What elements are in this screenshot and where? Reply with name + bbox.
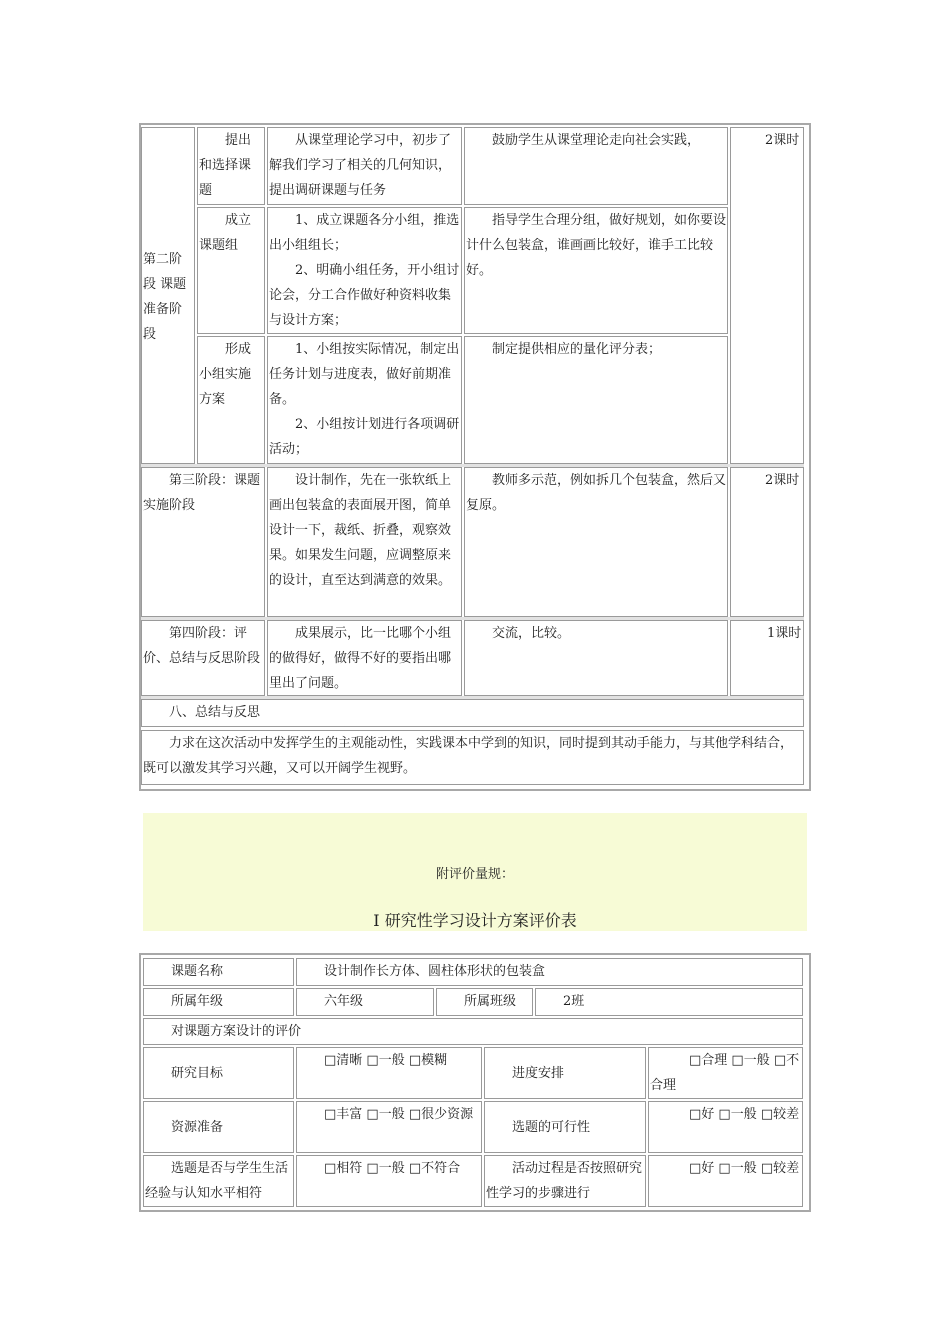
topic-label: 课题名称 [143,958,294,986]
criterion-resources-label-text: 资源准备 [171,1119,224,1135]
stage4-hours: 1课时 [730,620,804,696]
criterion-schedule-options[interactable]: □合理 □一般 □不合理 [648,1047,803,1099]
student-group-line2: 2、明确小组任务，开小组讨论会，分工合作做好种资料收集与设计方案； [269,263,460,328]
criterion-fit-label: 选题是否与学生生活经验与认知水平相符 [143,1155,294,1207]
student-plan-line2: 2、小组按计划进行各项调研活动； [269,417,460,457]
stage4-student: 成果展示，比一比哪个小组的做得好，做得不好的要指出哪里出了问题。 [267,620,462,696]
class-label: 所属班级 [436,988,533,1016]
summary-heading: 八、总结与反思 [141,699,804,727]
student-propose: 从课堂理论学习中，初步了解我们学习了相关的几何知识，提出调研课题与任务 [267,127,462,205]
class-value: 2班 [535,988,803,1016]
step-propose: 提出和选择课题 [197,127,265,205]
criterion-process-options[interactable]: □好 □一般 □较差 [648,1155,803,1207]
stage3-teacher: 教师多示范，例如拆几个包装盒，然后又复原。 [464,467,728,617]
criterion-resources-label [143,1101,294,1153]
hours-stage2-text: 2课时 [765,133,800,148]
grade-value: 六年级 [296,988,434,1016]
section-label: 对课题方案设计的评价 [143,1018,803,1045]
criterion-feasibility-label-text: 选题的可行性 [512,1119,591,1135]
criterion-feasibility-options[interactable]: □好 □一般 □较差 [648,1101,803,1153]
stage3-hours: 2课时 [730,467,804,617]
criterion-schedule-label [484,1047,646,1099]
appendix-banner [143,813,807,931]
stage2-label [141,127,195,464]
stage4-teacher: 交流，比较。 [464,620,728,696]
criterion-goal-label-text: 研究目标 [171,1065,224,1081]
grade-label: 所属年级 [143,988,294,1016]
teacher-propose: 鼓励学生从课堂理论走向社会实践， [464,127,728,205]
stage4-label: 第四阶段：评价、总结与反思阶段 [141,620,265,696]
criterion-feasibility-label [484,1101,646,1153]
student-group [267,207,462,334]
student-plan-line1: 1、小组按实际情况，制定出任务计划与进度表，做好前期准备。 [269,342,460,407]
student-plan [267,336,462,464]
topic-value: 设计制作长方体、圆柱体形状的包装盒 [296,958,803,986]
teacher-group: 指导学生合理分组，做好规划，如你要设计什么包装盒，谁画画比较好，谁手工比较好。 [464,207,728,334]
stage2-label-text: 第二阶段 课题准备阶段 [143,252,187,342]
criterion-fit-options[interactable]: □相符 □一般 □不符合 [296,1155,482,1207]
step-plan: 形成小组实施方案 [197,336,265,464]
student-group-line1: 1、成立课题各分小组，推选出小组组长； [269,213,460,253]
criterion-process-label: 活动过程是否按照研究性学习的步骤进行 [484,1155,646,1207]
criterion-goal-options[interactable]: □清晰 □一般 □模糊 [296,1047,482,1099]
stage3-label: 第三阶段：课题实施阶段 [141,467,265,617]
criterion-goal-label [143,1047,294,1099]
criterion-resources-options[interactable]: □丰富 □一般 □很少资源 [296,1101,482,1153]
criterion-schedule-label-text: 进度安排 [512,1065,565,1081]
teacher-plan: 制定提供相应的量化评分表； [464,336,728,464]
step-group: 成立课题组 [197,207,265,334]
appendix-title: I 研究性学习设计方案评价表 [373,911,577,930]
summary-text: 力求在这次活动中发挥学生的主观能动性，实践课本中学到的知识，同时提到其动手能力，与其他学科结合，既可以激发其学习兴趣，又可以开阔学生视野。 [141,730,804,785]
hours-stage2 [730,127,804,464]
stage3-student: 设计制作，先在一张软纸上画出包装盒的表面展开图，简单设计一下，裁纸、折叠，观察效果。如果发生问题，应调整原来的设计，直至达到满意的效果。 [267,467,462,617]
appendix-label: 附评价量规： [435,867,514,882]
